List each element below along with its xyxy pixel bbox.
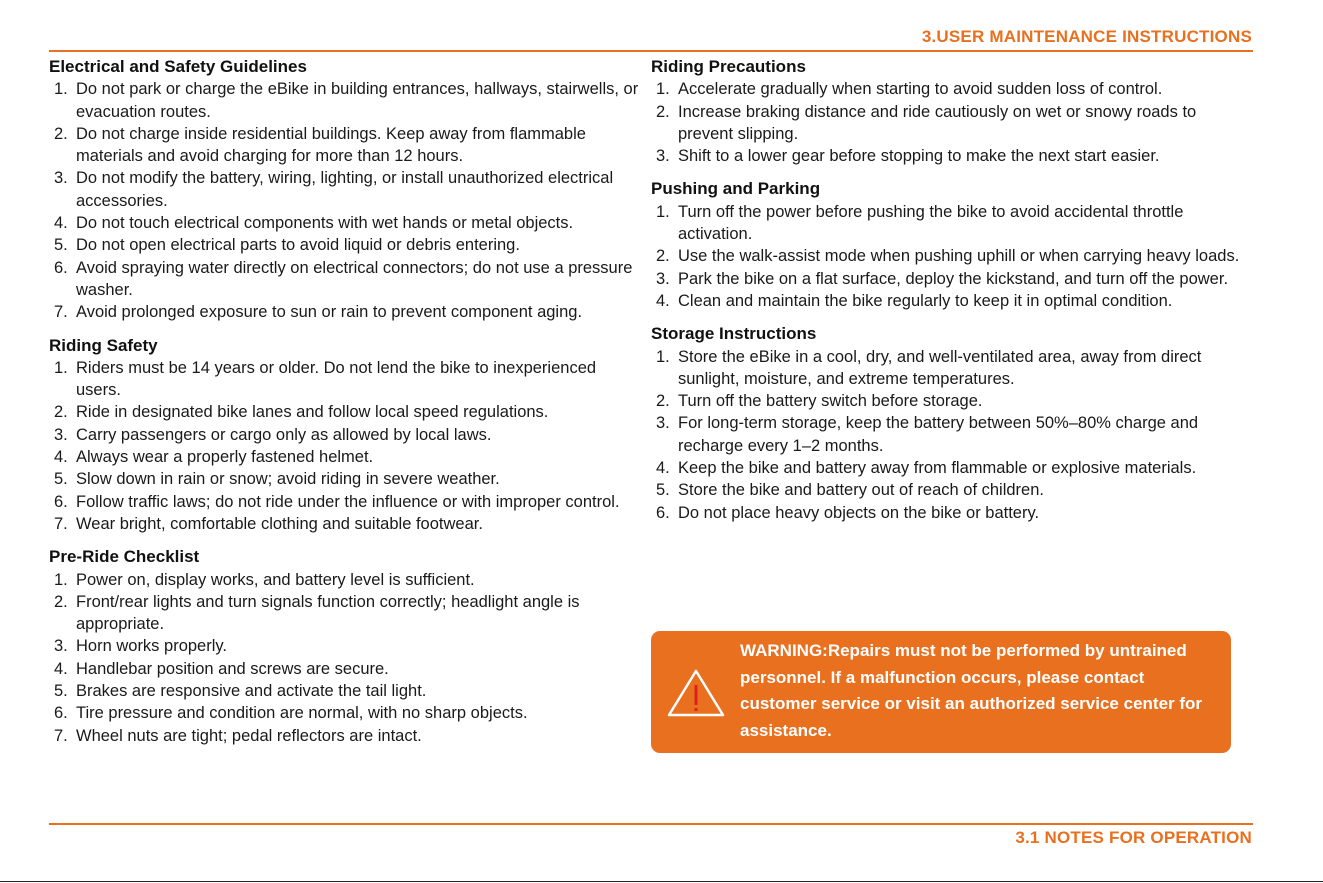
list-item-text: Riders must be 14 years or older. Do not lend the bike to inexperienced users. (76, 358, 597, 400)
list-item (49, 401, 639, 423)
list-item-text: Tire pressure and condition are normal, with no sharp objects. (76, 704, 528, 723)
list-item-text: Slow down in rain or snow; avoid riding in severe weather. (76, 470, 500, 489)
warning-text: WARNING:Repairs must not be performed by untrained personnel. If a malfunction occurs, please contact customer service or visit an authorized service center for assistance. (740, 641, 1203, 740)
list-item-text: Do not place heavy objects on the bike or battery. (678, 503, 1040, 522)
list-item (49, 725, 639, 747)
list-item-text: Avoid prolonged exposure to sun or rain to prevent component aging. (76, 303, 583, 322)
list-item (651, 101, 1251, 146)
section-gap (49, 324, 639, 335)
list-item-text: Shift to a lower gear before stopping to make the next start easier. (678, 147, 1160, 166)
list-item-text: Keep the bike and battery away from flammable or explosive materials. (678, 459, 1197, 478)
list-item (49, 212, 639, 234)
warning-triangle-icon (665, 667, 727, 719)
list-item-number: 7. (54, 726, 68, 745)
section-heading: Pre-Ride Checklist (49, 547, 200, 567)
list-item-number: 2. (656, 247, 670, 266)
list-item-text: Wear bright, comfortable clothing and suitable footwear. (76, 514, 483, 533)
list-item-number: 5. (54, 682, 68, 701)
guideline-section (49, 546, 639, 747)
list-item-text: Front/rear lights and turn signals function correctly; headlight angle is appropriate. (76, 592, 580, 634)
list-item (651, 245, 1251, 267)
list-item (49, 702, 639, 724)
list-item-text: Do not park or charge the eBike in building entrances, hallways, stairwells, or evacuation routes. (76, 80, 639, 121)
list-item-text: Do not touch electrical components with wet hands or metal objects. (76, 214, 574, 233)
list-item (651, 479, 1251, 501)
list-item-text: Accelerate gradually when starting to avoid sudden loss of control. (678, 80, 1163, 99)
guideline-section (651, 323, 1251, 524)
list-item-number: 1. (54, 358, 68, 377)
list-item-number: 2. (54, 403, 68, 422)
list-item-number: 1. (656, 347, 670, 366)
list-item (651, 412, 1251, 457)
left-column (49, 56, 639, 747)
list-item (651, 390, 1251, 412)
page-section-title: 3.USER MAINTENANCE INSTRUCTIONS (921, 27, 1252, 46)
header-rule (49, 50, 1253, 52)
list-item-text: Increase braking distance and ride cautiously on wet or snowy roads to prevent slipping. (678, 102, 1197, 143)
list-item (651, 145, 1251, 167)
list-item-number: 5. (54, 470, 68, 489)
section-heading: Pushing and Parking (651, 179, 821, 199)
list-item-number: 1. (656, 202, 670, 221)
list-item-text: Clean and maintain the bike regularly to keep it in optimal condition. (678, 291, 1173, 310)
list-item-number: 6. (656, 503, 670, 522)
list-item (49, 591, 639, 636)
list-item (651, 502, 1251, 524)
list-item-number: 3. (54, 425, 68, 444)
list-item-text: Brakes are responsive and activate the tail light. (76, 682, 427, 701)
list-item (49, 680, 639, 702)
list-item-text: Park the bike on a flat surface, deploy the kickstand, and turn off the power. (678, 269, 1229, 288)
footer-rule (49, 823, 1253, 825)
list-item-text: Do not charge inside residential buildings. Keep away from flammable materials and avoid charging for more than 12 hours. (76, 124, 586, 166)
guideline-section (49, 56, 639, 324)
list-item-text: Power on, display works, and battery level is sufficient. (76, 570, 475, 589)
list-item (49, 301, 639, 323)
list-item (49, 78, 639, 123)
list-item-number: 4. (54, 659, 68, 678)
section-heading: Storage Instructions (651, 324, 817, 344)
section-heading: Riding Precautions (651, 57, 806, 76)
list-item (49, 468, 639, 490)
section-gap (651, 167, 1251, 178)
list-item-text: Wheel nuts are tight; pedal reflectors are intact. (76, 726, 422, 745)
list-item-number: 3. (656, 147, 670, 166)
list-item (651, 457, 1251, 479)
list-item (49, 167, 639, 212)
list-item-text: Ride in designated bike lanes and follow local speed regulations. (76, 403, 549, 422)
guideline-list (651, 346, 1251, 524)
guideline-section (651, 178, 1251, 312)
list-item-number: 2. (54, 592, 68, 611)
list-item-text: Turn off the battery switch before storage. (678, 392, 983, 411)
list-item (49, 658, 639, 680)
list-item-number: 4. (54, 448, 68, 467)
guideline-section (651, 56, 1251, 167)
list-item-text: Carry passengers or cargo only as allowed by local laws. (76, 425, 492, 444)
list-item-text: Turn off the power before pushing the bike to avoid accidental throttle activation. (678, 202, 1184, 244)
list-item (651, 290, 1251, 312)
list-item-number: 5. (54, 236, 68, 255)
list-item-number: 6. (54, 492, 68, 511)
guideline-list (49, 569, 639, 747)
list-item-number: 7. (54, 303, 68, 322)
list-item-text: Avoid spraying water directly on electrical connectors; do not use a pressure washer. (76, 258, 633, 299)
list-item-number: 3. (656, 414, 670, 433)
list-item (49, 234, 639, 256)
list-item-number: 6. (54, 258, 68, 277)
list-item-number: 4. (54, 214, 68, 233)
list-item-number: 3. (656, 269, 670, 288)
list-item-number: 1. (54, 80, 68, 99)
list-item (49, 635, 639, 657)
list-item-number: 1. (54, 570, 68, 589)
list-item-number: 4. (656, 291, 670, 310)
list-item-text: Store the bike and battery out of reach of children. (678, 481, 1044, 500)
guideline-list (49, 78, 639, 323)
list-item-number: 7. (54, 514, 68, 533)
right-column (651, 56, 1251, 524)
page-bottom-border (0, 881, 1323, 882)
list-item (49, 257, 639, 302)
guideline-section (49, 335, 639, 536)
guideline-list (651, 201, 1251, 312)
list-item (49, 491, 639, 513)
list-item-number: 2. (656, 102, 670, 121)
footer-section-title: 3.1 NOTES FOR OPERATION (1015, 828, 1252, 847)
section-gap (651, 312, 1251, 323)
list-item-text: For long-term storage, keep the battery between 50%–80% charge and recharge every 1–2 months. (678, 414, 1199, 455)
list-item (49, 424, 639, 446)
list-item-number: 3. (54, 637, 68, 656)
list-item (49, 569, 639, 591)
list-item-number: 3. (54, 169, 68, 188)
list-item-text: Follow traffic laws; do not ride under the influence or with improper control. (76, 492, 620, 511)
list-item-number: 1. (656, 80, 670, 99)
list-item-number: 6. (54, 704, 68, 723)
list-item (49, 357, 639, 402)
list-item-text: Do not open electrical parts to avoid liquid or debris entering. (76, 236, 520, 255)
list-item (651, 346, 1251, 391)
list-item (49, 123, 639, 168)
section-heading: Riding Safety (49, 335, 158, 355)
list-item-text: Handlebar position and screws are secure. (76, 659, 389, 678)
warning-box (651, 631, 1231, 753)
list-item-number: 2. (54, 124, 68, 143)
list-item-number: 4. (656, 459, 670, 478)
list-item-text: Always wear a properly fastened helmet. (76, 448, 374, 467)
section-heading: Electrical and Safety Guidelines (49, 57, 307, 76)
list-item (49, 513, 639, 535)
list-item-text: Store the eBike in a cool, dry, and well-ventilated area, away from direct sunlight, moisture, and extreme temperatures. (678, 347, 1202, 388)
guideline-list (651, 78, 1251, 167)
list-item (651, 78, 1251, 100)
list-item-text: Horn works properly. (76, 637, 227, 656)
section-gap (49, 535, 639, 546)
guideline-list (49, 357, 639, 535)
list-item-number: 5. (656, 481, 670, 500)
list-item-text: Do not modify the battery, wiring, lighting, or install unauthorized electrical accessories. (76, 169, 614, 210)
list-item-number: 2. (656, 392, 670, 411)
list-item (49, 446, 639, 468)
list-item-text: Use the walk-assist mode when pushing uphill or when carrying heavy loads. (678, 247, 1240, 266)
list-item (651, 201, 1251, 246)
list-item (651, 268, 1251, 290)
